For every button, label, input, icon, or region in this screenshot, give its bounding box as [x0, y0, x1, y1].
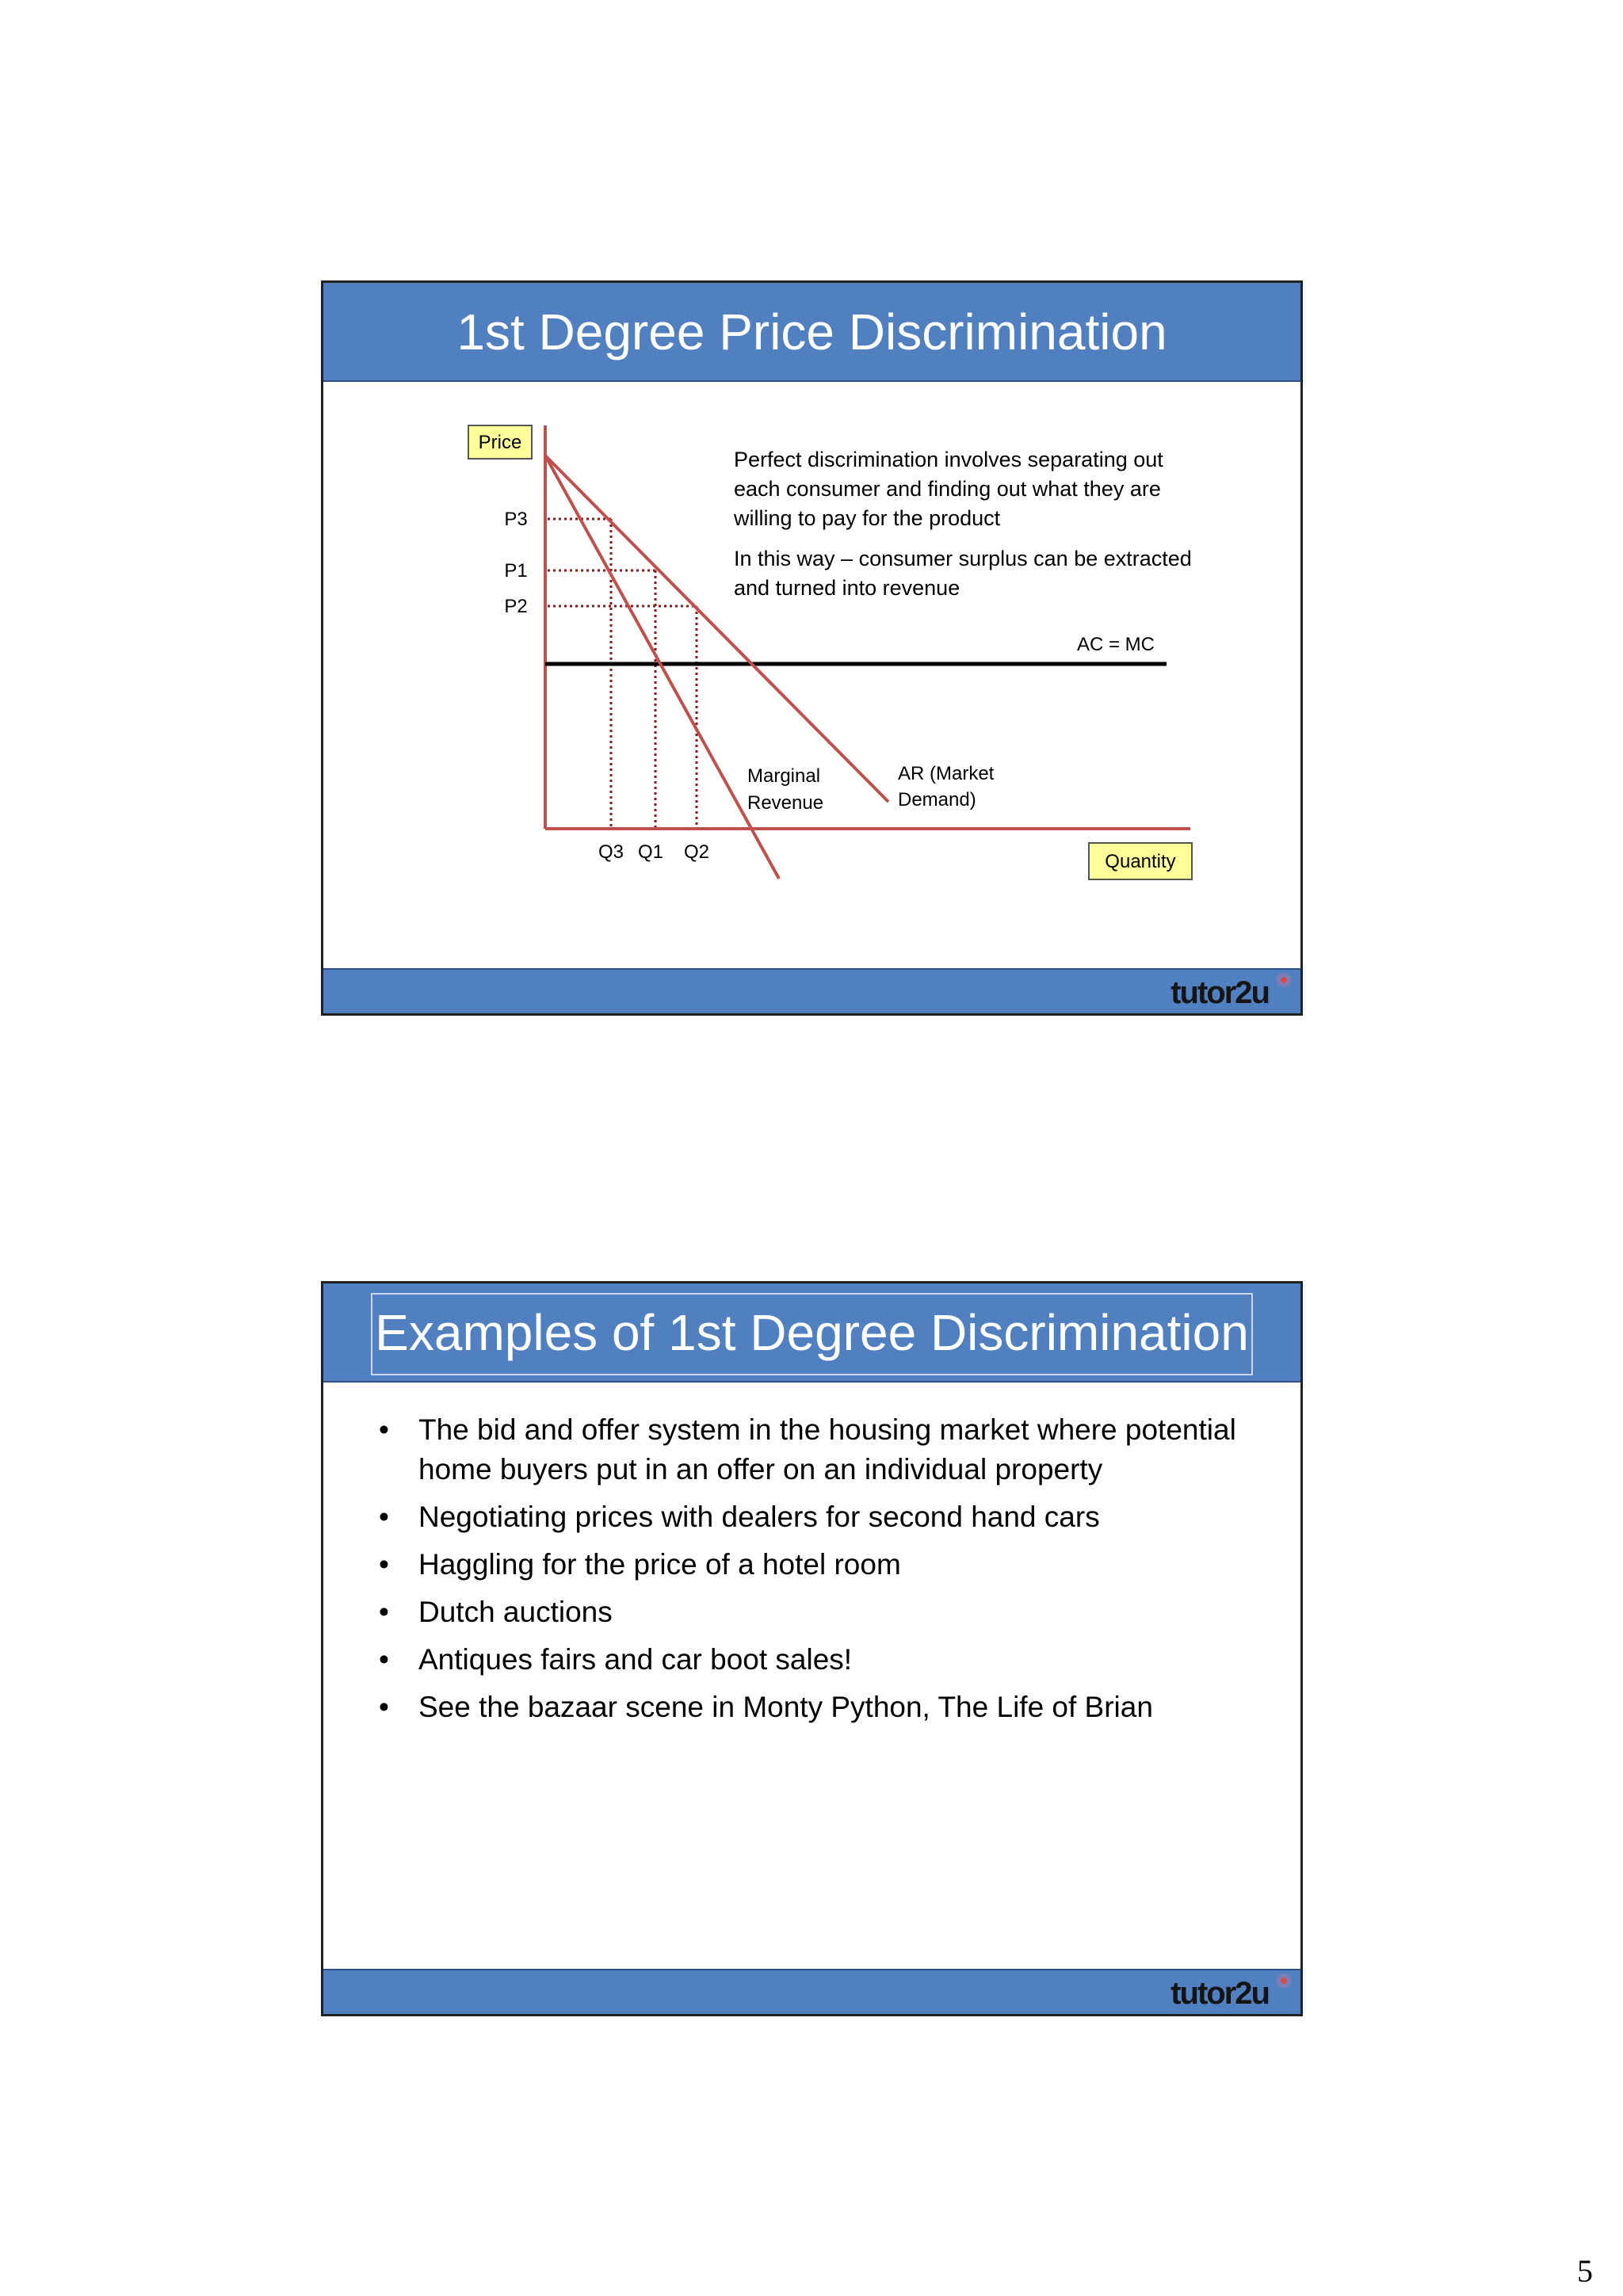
list-item: • Negotiating prices with dealers for second hand cars	[371, 1497, 1251, 1537]
list-item: • The bid and offer system in the housing market where potential home buyers put in an offer on an individual property	[371, 1410, 1251, 1489]
description-line-2: each consumer and finding out what they are	[734, 477, 1161, 501]
examples-list	[371, 1410, 1251, 1735]
slide-title: 1st Degree Price Discrimination	[456, 303, 1167, 360]
slide-header	[323, 1283, 1300, 1383]
logo-emblem-icon	[1277, 1974, 1291, 1988]
price-axis-label	[468, 425, 532, 459]
price-label-p3: P3	[504, 509, 528, 530]
list-item: • Haggling for the price of a hotel room	[371, 1545, 1251, 1585]
ac-mc-label: AC = MC	[1076, 634, 1155, 655]
price-discrimination-chart	[323, 382, 1300, 968]
list-item: • Dutch auctions	[371, 1592, 1251, 1632]
ar-label-line2: Demand)	[898, 789, 976, 810]
mr-label-line1: Marginal	[747, 765, 821, 787]
slide-footer	[323, 1969, 1300, 2014]
guide-lines	[548, 519, 697, 827]
chart-description	[733, 448, 1192, 600]
quantity-label-q1: Q1	[637, 841, 664, 863]
price-label-p2: P2	[504, 596, 528, 617]
slide-header	[323, 283, 1300, 382]
slide-footer	[323, 968, 1300, 1013]
description-line-3: willing to pay for the product	[734, 506, 1001, 530]
description-line-5: and turned into revenue	[734, 576, 960, 600]
tutor2u-logo: tutor2u	[1170, 1976, 1269, 2011]
slide-price-discrimination	[321, 280, 1303, 1016]
description-line-1: Perfect discrimination involves separating out	[734, 448, 1163, 471]
slide-examples	[321, 1281, 1303, 2016]
quantity-label-q3: Q3	[598, 841, 624, 863]
svg-text:Price: Price	[478, 432, 522, 453]
list-item: • See the bazaar scene in Monty Python, The Life of Brian	[371, 1688, 1251, 1727]
logo-emblem-icon	[1277, 973, 1291, 987]
slide-title: Examples of 1st Degree Discrimination	[375, 1304, 1249, 1361]
svg-text:Quantity: Quantity	[1105, 851, 1176, 872]
mr-label-line2: Revenue	[747, 792, 824, 814]
list-item: • Antiques fairs and car boot sales!	[371, 1640, 1251, 1680]
tutor2u-logo: tutor2u	[1170, 975, 1269, 1010]
description-line-4: In this way – consumer surplus can be extracted	[734, 547, 1192, 570]
page-number: 5	[1577, 2253, 1593, 2289]
quantity-label-q2: Q2	[683, 841, 710, 863]
price-label-p1: P1	[504, 560, 528, 582]
ar-label-line1: AR (Market	[898, 763, 995, 784]
quantity-axis-label	[1089, 843, 1192, 879]
